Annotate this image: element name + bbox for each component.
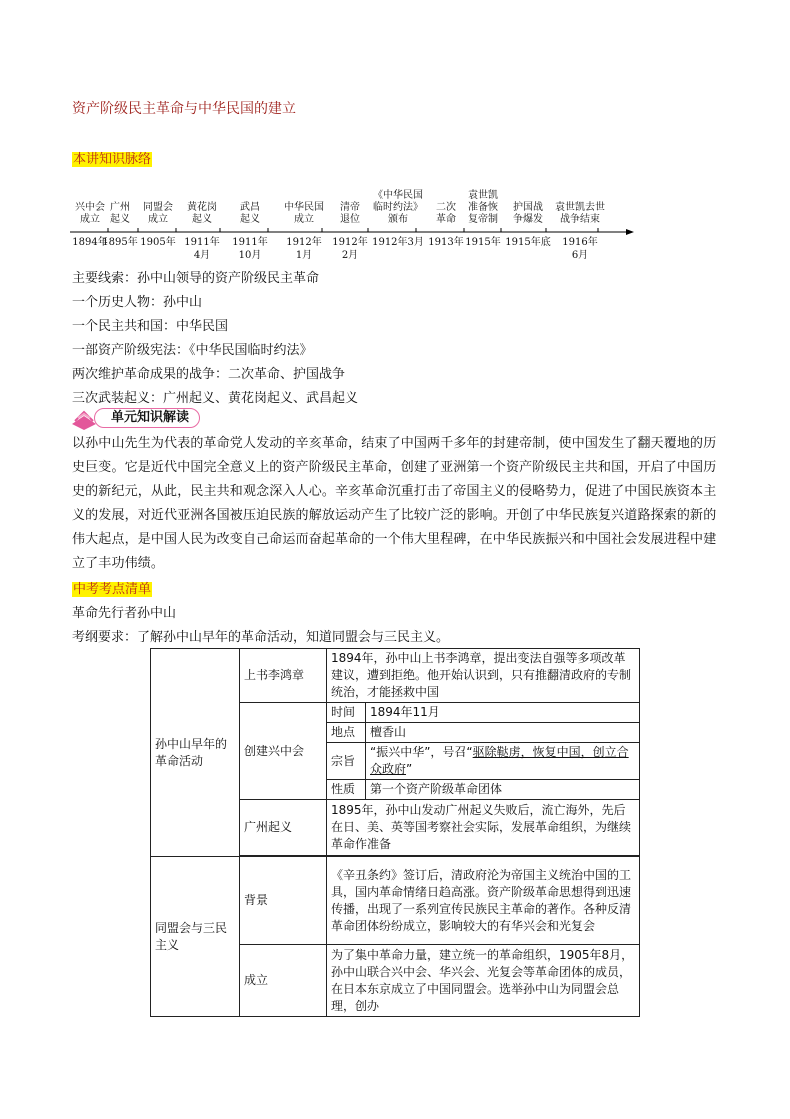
summary-line: 一个历史人物：孙中山: [72, 295, 203, 310]
row-content: 《辛丑条约》签订后，清政府沦为帝国主义统治中国的工具，国内革命情绪日趋高涨。资产阶级革命思想得到迅速传播，出现了一系列宣传民族民主革命的著作。各种反清革命团体纷纷成立，影响较大的有华兴会和光复会: [327, 857, 640, 945]
knowledge-table: [150, 648, 640, 1017]
timeline-date: 1912年3月: [372, 237, 424, 248]
unit-banner: [66, 406, 246, 430]
row-content: 1895年，孙中山发动广州起义失败后，流亡海外，先后在日、美、英等国考察社会实际，发展革命组织，为继续革命作准备: [327, 800, 640, 856]
group-cell-sun-early: 孙中山早年的革命活动: [151, 649, 240, 857]
row-label: 广州起义: [240, 800, 327, 856]
summary-line: 一个民主共和国：中华民国: [72, 319, 229, 334]
field-value: 檀香山: [366, 723, 640, 743]
timeline-event: 清帝 退位: [340, 202, 360, 225]
aim-prefix: “振兴中华”，号召“: [370, 745, 473, 759]
row-content: 1894年，孙中山上书李鸿章，提出变法自强等多项改革建议，遭到拒绝。他开始认识到，只有推翻清政府的专制统治，才能拯救中国: [327, 649, 640, 703]
table-row: [151, 649, 640, 703]
document-title: 资产阶级民主革命与中华民国的建立: [72, 101, 296, 117]
timeline-date: 1911年 10月: [232, 237, 268, 261]
timeline-date: 1912年 2月: [332, 237, 368, 261]
row-label: 创建兴中会: [240, 703, 327, 800]
row-label: 背景: [240, 857, 327, 945]
timeline-event: 袁世凯去世 战争结束: [555, 202, 605, 225]
arrow-icon: [626, 229, 634, 235]
timeline-date: 1911年 4月: [184, 237, 220, 261]
unit-banner-label: 单元知识解读: [94, 408, 200, 428]
exam-heading-text: 中考考点清单: [73, 582, 152, 597]
timeline-date: 1894年: [72, 237, 108, 248]
field-value: [366, 743, 640, 780]
group-cell-alliance: 同盟会与三民主义: [151, 857, 240, 1017]
timeline-date: 1913年: [428, 237, 464, 248]
summary-line: 三次武装起义：广州起义、黄花岗起义、武昌起义: [72, 391, 359, 406]
timeline: [68, 186, 638, 266]
field-label: 地点: [327, 723, 366, 743]
timeline-date: 1916年 6月: [562, 237, 598, 261]
table-row: [151, 857, 640, 945]
timeline-event: 同盟会 成立: [143, 202, 173, 225]
timeline-event: 广州 起义: [110, 202, 130, 225]
summary-line: 一部资产阶级宪法：《中华民国临时约法》: [72, 343, 313, 358]
summary-line: 主要线索：孙中山领导的资产阶级民主革命: [72, 271, 320, 286]
exam-heading: [72, 578, 152, 597]
field-value: 第一个资产阶级革命团体: [366, 780, 640, 800]
field-label: 宗旨: [327, 743, 366, 780]
timeline-event: 兴中会 成立: [75, 202, 105, 225]
row-label: 成立: [240, 945, 327, 1017]
timeline-event: 武昌 起义: [240, 202, 260, 225]
timeline-event: 护国战 争爆发: [513, 202, 543, 225]
unit-paragraph: 以孙中山先生为代表的革命党人发动的辛亥革命，结束了中国两千多年的封建帝制，使中国发生了翻天覆地的历史巨变。它是近代中国完全意义上的资产阶级民主革命，创建了亚洲第一个资产阶级民主共和国，开启了中国历史的新纪元，从此，民主共和观念深入人心。辛亥革命沉重打击了帝国主义的侵略势力，促进了中国民族资本主义的发展，对近代亚洲各国被压迫民族的解放运动产生了比较广泛的影响。开创了中华民族复兴道路探索的新的伟大起点，是中国人民为改变自己命运而奋起革命的一个伟大里程碑，在中华民族振兴和中国社会发展进程中建立了丰功伟绩。: [72, 436, 717, 571]
summary-line: 两次维护革命成果的战争：二次革命、护国战争: [72, 367, 346, 382]
field-value: 1894年11月: [366, 703, 640, 723]
timeline-event: 中华民国 成立: [284, 202, 324, 225]
timeline-date: 1895年: [102, 237, 138, 248]
topic-title: 革命先行者孙中山: [72, 606, 177, 621]
field-label: 性质: [327, 780, 366, 800]
aim-suffix: ”: [406, 762, 413, 776]
timeline-ticks: [108, 228, 598, 232]
aim-slogan: 驱除鞑虏，恢复中国，创立合众政府: [370, 745, 629, 776]
timeline-heading-text: 本讲知识脉络: [73, 152, 152, 167]
timeline-date: 1915年底: [505, 237, 551, 248]
field-label: 时间: [327, 703, 366, 723]
timeline-event: 《中华民国 临时约法》 颁布: [373, 190, 423, 225]
timeline-date: 1905年: [140, 237, 176, 248]
timeline-event: 二次 革命: [436, 202, 456, 225]
timeline-heading: [72, 148, 152, 167]
timeline-event: 黄花岗 起义: [187, 202, 217, 225]
row-content: 为了集中革命力量，建立统一的革命组织，1905年8月，孙中山联合兴中会、华兴会、光复会等革命团体的成员，在日本东京成立了中国同盟会。选举孙中山为同盟会总理，创办: [327, 945, 640, 1017]
timeline-date: 1915年: [465, 237, 501, 248]
syllabus-requirement: 考纲要求：了解孙中山早年的革命活动，知道同盟会与三民主义。: [72, 630, 450, 645]
row-label: 上书李鸿章: [240, 649, 327, 703]
timeline-date: 1912年 1月: [286, 237, 322, 261]
timeline-event: 袁世凯 准备恢 复帝制: [468, 190, 498, 225]
